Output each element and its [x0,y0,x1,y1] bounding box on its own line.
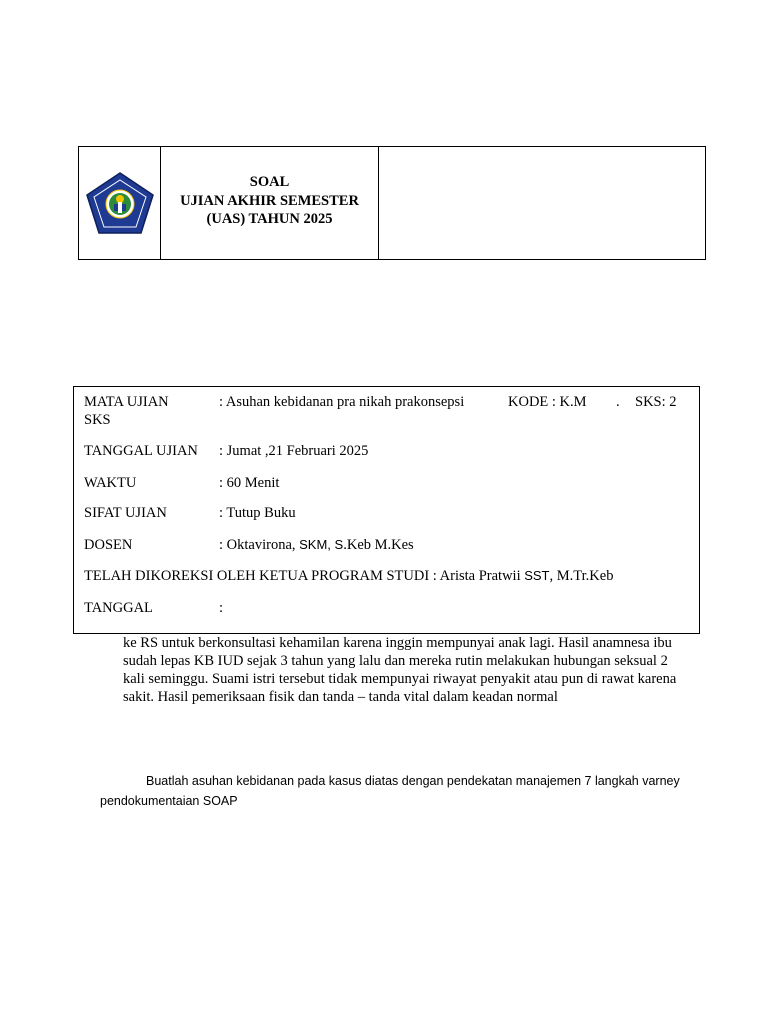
kode-value: KODE : K.M [508,394,587,410]
exam-info-box [73,386,700,634]
tanggal-value: : [219,600,224,616]
tanggal-ujian-value: : Jumat ,21 Februari 2025 [219,443,369,459]
task-instruction [100,771,700,811]
dosen-value-c: .Keb M.Kes [343,537,414,553]
row-tanggal-ujian [84,442,689,460]
mata-ujian-label: MATA UJIAN [84,394,169,410]
exam-title-cell [161,147,379,259]
logo-cell [79,147,161,259]
row-dosen [84,536,689,554]
dosen-value-a: : Oktavirona, [219,537,300,553]
row-tanggal [84,599,689,617]
institution-logo-icon [85,171,155,235]
koreksi-text-c: , M.Tr.Keb [549,568,614,584]
sks-inline: SKS: 2 [635,394,677,410]
title-line-soal: SOAL [249,174,290,191]
blank-cell [379,147,705,259]
row-mata-ujian [84,393,689,411]
header-table [78,146,706,260]
task-line-1: Buatlah asuhan kebidanan pada kasus diatas dengan pendekatan manajemen 7 langkah varney [146,774,680,788]
dosen-label: DOSEN [84,537,133,553]
koreksi-text-a: TELAH DIKOREKSI OLEH KETUA PROGRAM STUDI : Arista Pratwii [84,568,525,584]
kode-dot: . [616,394,620,410]
mata-ujian-value: : Asuhan kebidanan pra nikah prakonsepsi [219,394,465,410]
waktu-value: : 60 Menit [219,475,280,491]
case-text [123,634,703,706]
case-line-4: sakit. Hasil pemeriksaan fisik dan tanda – tanda vital dalam keadan normal [123,689,558,705]
title-line-year: (UAS) TAHUN 2025 [206,211,333,228]
row-koreksi [84,567,613,585]
case-line-2: sudah lepas KB IUD sejak 3 tahun yang lalu dan mereka rutin melakukan hubungan seksual 2 [123,653,668,669]
waktu-label: WAKTU [84,475,137,491]
row-sifat-ujian [84,504,689,522]
tanggal-ujian-label: TANGGAL UJIAN [84,443,198,459]
tanggal-label: TANGGAL [84,600,153,616]
row-waktu [84,474,689,492]
sifat-ujian-label: SIFAT UJIAN [84,505,167,521]
sifat-ujian-value: : Tutup Buku [219,505,296,521]
sks-wrap: SKS [84,412,111,428]
title-line-uas: UJIAN AKHIR SEMESTER [180,192,359,209]
dosen-value-b: SKM, S [299,537,344,552]
koreksi-text-b: SST [524,568,550,583]
case-line-1: ke RS untuk berkonsultasi kehamilan karena inggin mempunyai anak lagi. Hasil anamnesa ibu [123,635,672,651]
task-line-2: pendokumentaian SOAP [100,794,238,808]
case-line-3: kali seminggu. Suami istri tersebut tidak mempunyai riwayat penyakit atau pun di rawat karena [123,671,677,687]
dosen-value [219,536,414,554]
